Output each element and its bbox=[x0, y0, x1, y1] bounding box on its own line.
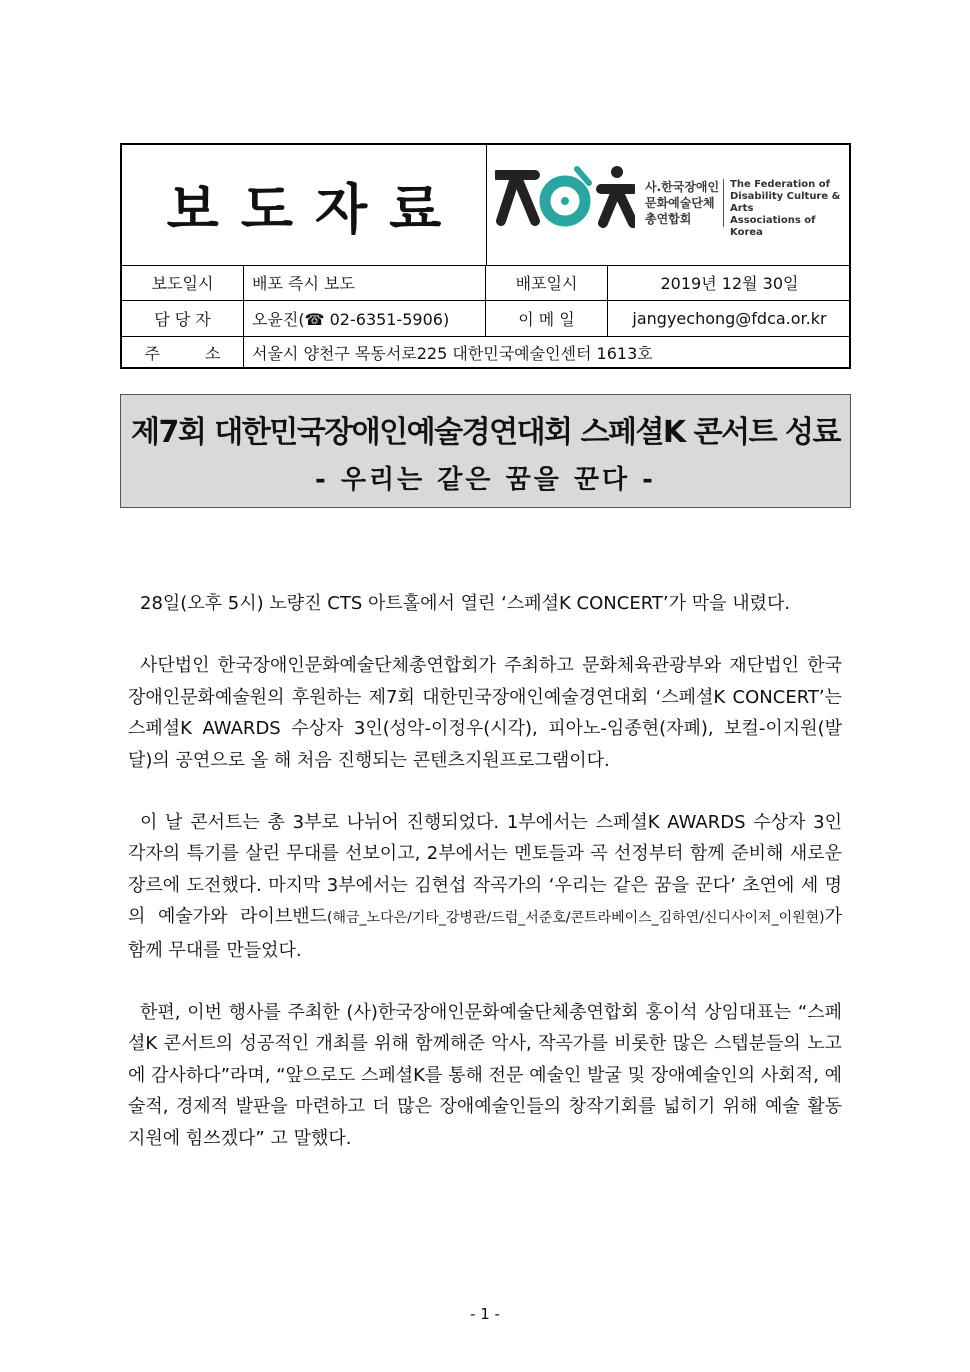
press-release-title: 보도자료 bbox=[166, 177, 464, 241]
distribution-date-value: 2019년 12월 30일 bbox=[660, 274, 799, 293]
address-label: 주 소 bbox=[122, 336, 244, 369]
paragraph-2: 사단법인 한국장애인문화예술단체총연합회가 주최하고 문화체육관광부와 재단법인 한국장애인문화예술원의 후원하는 제7회 대한민국장애인예술경연대회 ‘스페셜K CONCERT’는 스페셜K AWARDS 수상자 3인(성악-이정우(시각), 피아노-임종현(자폐), 보컬-이지원(발달)의 공연으로 올 해 처음 진행되는 콘텐츠지원프로그램이다. bbox=[128, 655, 842, 771]
logo-divider bbox=[723, 179, 724, 227]
header-top-row bbox=[122, 145, 849, 266]
distribution-date-label: 배포일시 bbox=[486, 265, 608, 300]
release-date-value: 배포 즉시 보도 bbox=[244, 265, 486, 300]
page-number: - 1 - bbox=[470, 1305, 500, 1323]
address-value: 서울시 양천구 목동서로225 대한민국예술인센터 1613호 bbox=[252, 344, 653, 363]
paragraph-3-main: 이 날 콘서트는 총 3부로 나뉘어 진행되었다. 1부에서는 스페셜K AWARDS 수상자 3인 각자의 특기를 살린 무대를 선보이고, 2부에서는 멘토들과 곡 선정부터 함께 준비해 새로운 장르에 도전했다. 마지막 3부에서는 김현섭 작곡가의 ‘우리는 같은 꿈을 꾼다’ 초연에 세 명의 예술가와 라이브밴드 bbox=[128, 812, 842, 928]
headline-box bbox=[120, 394, 851, 508]
logo-cell bbox=[487, 145, 851, 265]
email-label: 이 메 일 bbox=[486, 301, 608, 336]
logo-korean-text: 사.한국장애인 문화예술단체 총연합회 bbox=[645, 180, 720, 226]
title-cell bbox=[122, 145, 487, 265]
headline-title: 제7회 대한민국장애인예술경연대회 스페셜K 콘서트 성료 bbox=[131, 415, 840, 450]
paragraph-4: 한편, 이번 행사를 주최한 (사)한국장애인문화예술단체총연합회 홍이석 상임대표는 “스페셜K 콘서트의 성공적인 개최를 위해 함께해준 악사, 작곡가를 비롯한 많은 스텝분들의 노고에 감사하다”라며, “앞으로도 스페셜K를 통해 전문 예술인 발굴 및 장애예술인의 사회적, 예술적, 경제적 발판을 마련하고 더 많은 장애예술인들의 창작기회를 넓히기 위해 예술 활동 지원에 힘쓰겠다” 고 말했다. bbox=[128, 1002, 842, 1149]
logo-english-text: The Federation of Disability Culture & Arts Associations of Korea bbox=[730, 179, 841, 238]
contact-value: 오윤진(☎ 02-6351-5906) bbox=[244, 301, 486, 336]
address-row bbox=[122, 336, 849, 369]
press-header-table bbox=[120, 143, 851, 369]
paragraph-1: 28일(오후 5시) 노량진 CTS 아트홀에서 열린 ‘스페셜K CONCERT’가 막을 내렸다. bbox=[140, 593, 791, 614]
release-date-label: 보도일시 bbox=[122, 265, 244, 300]
band-members: (해금_노다은/기타_강병관/드럼_서준호/콘트라베이스_김하연/신디사이저_이원현) bbox=[327, 910, 825, 927]
federation-logo-icon bbox=[495, 163, 635, 229]
article-body bbox=[128, 588, 842, 1185]
headline-subtitle: - 우리는 같은 꿈을 꾼다 - bbox=[315, 465, 656, 495]
contact-row bbox=[122, 301, 849, 337]
paragraph-3 bbox=[128, 807, 842, 966]
release-date-row bbox=[122, 265, 849, 301]
email-value[interactable]: jangyechong@fdca.or.kr bbox=[632, 309, 827, 328]
contact-label: 담 당 자 bbox=[122, 301, 244, 336]
paragraph-3-end: 가 함께 무대를 만들었다. bbox=[128, 906, 842, 961]
